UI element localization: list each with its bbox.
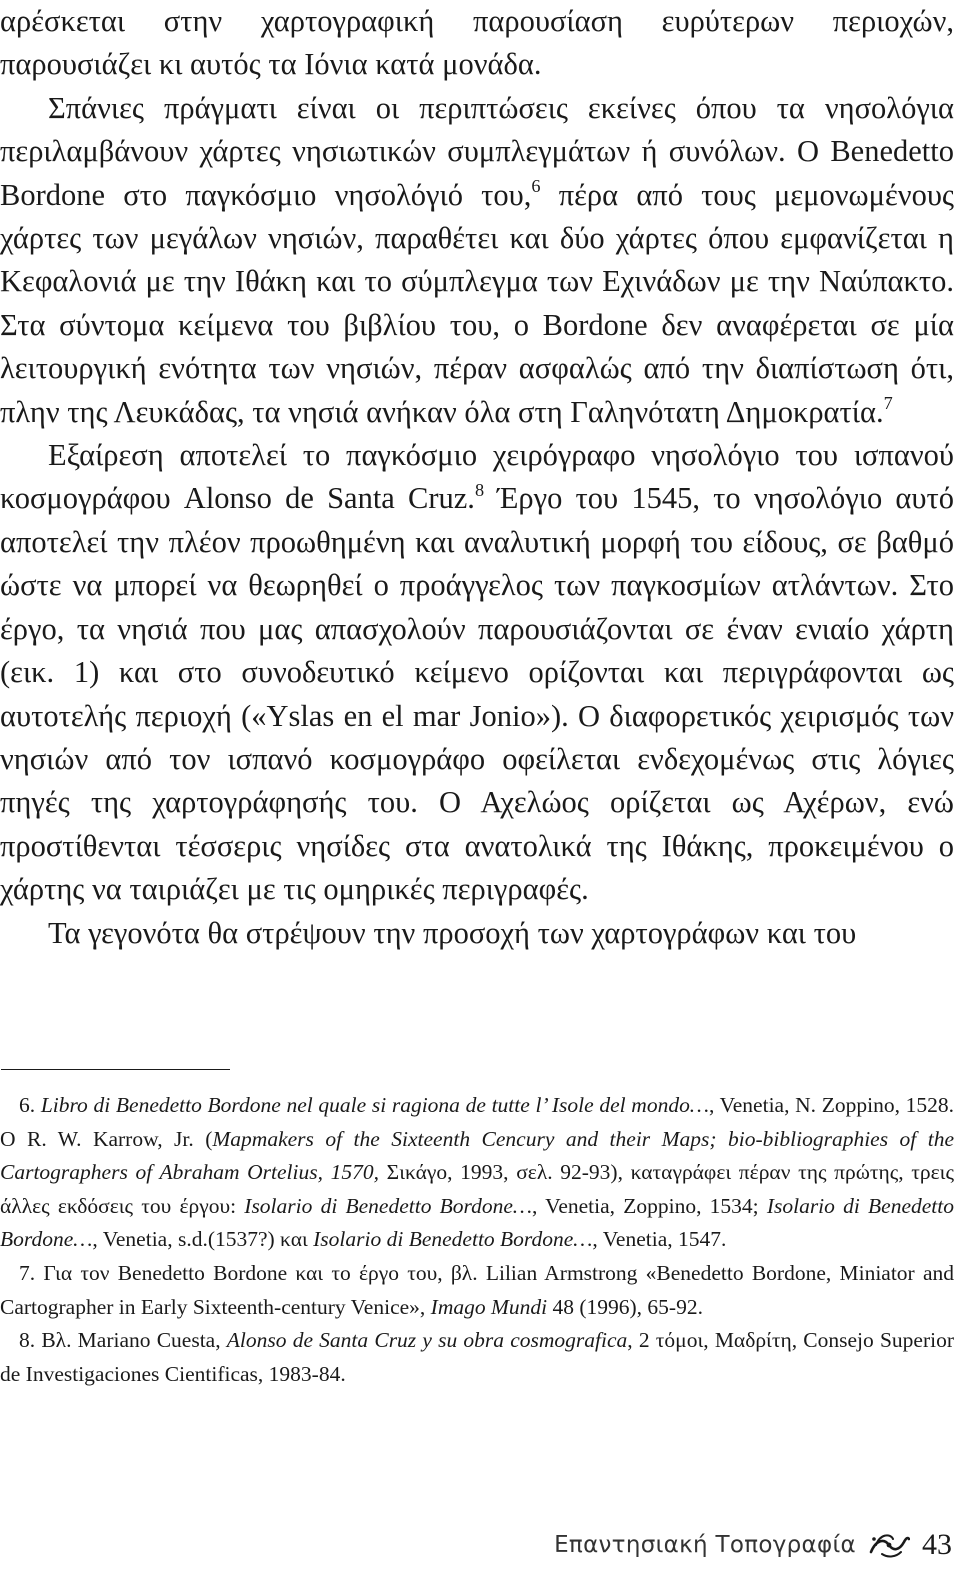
- footnote-text: , Venetia, N. Zoppino, 1528. Ο R. W. Karrow, Jr. (: [0, 1093, 954, 1151]
- footnote-text: Βλ. Mariano Cuesta,: [41, 1328, 227, 1353]
- paragraph-text: Εξαίρεση αποτελεί το παγκόσμιο χειρόγραφο νησολόγιο του ισπανού κοσμογράφου Alonso de Santa Cruz.: [0, 438, 954, 516]
- footnotes: [0, 1089, 954, 1391]
- citation-title: Alonso de Santa Cruz y su obra cosmografica: [226, 1328, 628, 1353]
- paragraph-4: [0, 912, 954, 955]
- paragraph-1: [0, 0, 954, 87]
- footnote-text: , Venetia, Zoppino, 1534;: [532, 1193, 767, 1218]
- footnote-number: 8.: [19, 1328, 36, 1353]
- citation-title: Libro di Benedetto Bordone nel quale si ragiona de tutte l’ Isole del mondo…: [40, 1093, 709, 1117]
- footnote-8: [0, 1324, 954, 1391]
- footnote-6: [0, 1089, 954, 1257]
- footnote-text: , 2 τόμοι, Μαδρίτη, Consejo Superior de Investigaciones Cientificas, 1983-84.: [0, 1328, 954, 1386]
- citation-title: Isolario di Benedetto Bordone…: [244, 1193, 532, 1218]
- page-footer: [554, 1525, 952, 1565]
- running-title: Επαντησιακή Τοπογραφία: [554, 1532, 856, 1558]
- paragraph-2: [0, 87, 954, 434]
- citation-title: Isolario di Benedetto Bordone…: [0, 1193, 954, 1252]
- footnote-ref-7[interactable]: 7: [883, 392, 893, 413]
- page-number: 43: [922, 1528, 952, 1561]
- footnote-text: Σικάγο, 1993, σελ. 92-93), καταγράφει πέραν της πρώτης, τρεις άλλες εκδόσεις του έργου:: [0, 1160, 954, 1218]
- footnote-ref-6[interactable]: 6: [531, 175, 541, 196]
- footnote-text: Για τον Benedetto Bordone και το έργο του, βλ. Lilian Armstrong «Benedetto Bordone, Miniator and Cartographer in Early Sixteenth-century Venice»,: [0, 1260, 955, 1319]
- footnote-ref-8[interactable]: 8: [474, 479, 485, 500]
- paragraph-text: Τα γεγονότα θα στρέψουν την προσοχή των χαρτογράφων και του: [48, 915, 857, 950]
- paragraph-text: πέρα από τους μεμονωμένους χάρτες των μεγάλων νησιών, παραθέτει και δύο χάρτες όπου εμφανίζεται η Κεφαλονιά με την Ιθάκη και το σύμπλεγμα των Εχινάδων με την Ναύπακτο. Στα σύντομα κείμενα του βιβλίου του, ο Bordone δεν αναφέρεται σε μία λειτουργική ενότητα των νησιών, πέραν ασφαλώς από την διαπίστωση ότι, πλην της Λευκάδας, τα νησιά ανήκαν όλα στη Γαληνότατη Δημοκρατία.: [0, 177, 954, 429]
- citation-title: Mapmakers of the Sixteenth Cencury and their Maps; bio-bibliographies of the Cartographers of Abraham Ortelius, 1570,: [0, 1126, 954, 1185]
- footnote-number: 7.: [19, 1260, 36, 1285]
- footnote-divider: [1, 1069, 230, 1070]
- paragraph-text: αρέσκεται στην χαρτογραφική παρουσίαση ευρύτερων περιοχών, παρουσιάζει κι αυτός τα Ιόνια κατά μονάδα.: [0, 4, 954, 82]
- citation-title: Isolario di Benedetto Bordone…: [313, 1227, 593, 1252]
- footnote-text: , Venetia, s.d.(1537?) και: [92, 1227, 314, 1252]
- footnote-text: 48 (1996), 65-92.: [547, 1294, 703, 1319]
- paragraph-3: [0, 434, 954, 911]
- footnote-7: [0, 1257, 954, 1324]
- footnote-number: 6.: [19, 1093, 36, 1117]
- paragraph-text: Σπάνιες πράγματι είναι οι περιπτώσεις εκείνες όπου τα νησολόγια περιλαμβάνουν χάρτες νησιωτικών συμπλεγμάτων ή συνόλων. Ο Benedetto Bordone στο παγκόσμιο νησολόγιό του,: [0, 90, 954, 212]
- citation-title: Imago Mundi: [430, 1294, 548, 1319]
- footnote-text: , Venetia, 1547.: [592, 1227, 727, 1252]
- fleuron-icon: [868, 1530, 910, 1560]
- paragraph-text: Έργο του 1545, το νησολόγιο αυτό αποτελεί την πλέον προωθημένη και αναλυτική μορφή του είδους, σε βαθμό ώστε να μπορεί να θεωρηθεί ο προάγγελος των παγκοσμίων ατλάντων. Στο έργο, τα νησιά που μας απασχολούν παρουσιάζονται σε έναν ενιαίο χάρτη (εικ. 1) και στο συνοδευτικό κείμενο ορίζονται και περιγράφονται ως αυτοτελής περιοχή («Yslas en el mar Jonio»). Ο διαφορετικός χειρισμός των νησιών από τον ισπανό κοσμογράφο οφείλεται ενδεχομένως στις λόγιες πηγές της χαρτογράφησής του. Ο Αχελώος ορίζεται ως Αχέρων, ενώ προστίθενται τέσσερις νησίδες στα ανατολικά της Ιθάκης, προκειμένου ο χάρτης να ταιριάζει με τις ομηρικές περιγραφές.: [0, 481, 954, 907]
